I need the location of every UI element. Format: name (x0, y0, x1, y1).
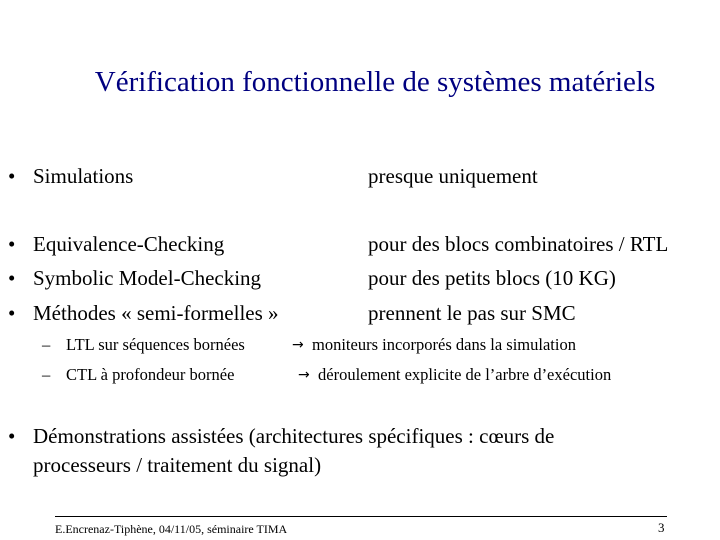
footer-author: E.Encrenaz-Tiphène, 04/11/05, séminaire TIMA (55, 522, 288, 536)
bullet-symbol: • (8, 232, 16, 256)
sub-bullet-ltl-note: moniteurs incorporés dans la simulation (312, 335, 576, 354)
bullet-symbolic-model-checking-note: pour des petits blocs (10 KG) (368, 266, 616, 290)
bullet-assisted-proofs-line1: Démonstrations assistées (architectures spécifiques : cœurs de (33, 424, 555, 448)
dash-symbol: – (42, 365, 51, 384)
bullet-assisted-proofs-line2: processeurs / traitement du signal) (33, 453, 322, 477)
bullet-equivalence-checking-note: pour des blocs combinatoires / RTL (368, 232, 669, 256)
sub-bullet-ctl-note: déroulement explicite de l’arbre d’exécution (318, 365, 612, 384)
slide-title: Vérification fonctionnelle de systèmes matériels (94, 66, 656, 98)
sub-bullet-ltl: LTL sur séquences bornées (66, 335, 245, 354)
bullet-symbol: • (8, 301, 16, 325)
bullet-simulations-note: presque uniquement (368, 164, 538, 188)
bullet-simulations: Simulations (33, 164, 134, 188)
sub-bullet-ctl: CTL à profondeur bornée (66, 365, 235, 384)
arrow-right-icon: → (292, 337, 304, 353)
page-number: 3 (658, 520, 665, 535)
bullet-semi-formal-methods: Méthodes « semi-formelles » (33, 301, 279, 325)
footer-divider (55, 516, 667, 517)
arrow-right-icon: → (298, 367, 310, 383)
bullet-symbol: • (8, 266, 16, 290)
bullet-symbol: • (8, 164, 16, 188)
bullet-equivalence-checking: Equivalence-Checking (33, 232, 225, 256)
bullet-semi-formal-methods-note: prennent le pas sur SMC (368, 301, 576, 325)
bullet-symbolic-model-checking: Symbolic Model-Checking (33, 266, 262, 290)
dash-symbol: – (42, 335, 51, 354)
bullet-symbol: • (8, 424, 16, 448)
